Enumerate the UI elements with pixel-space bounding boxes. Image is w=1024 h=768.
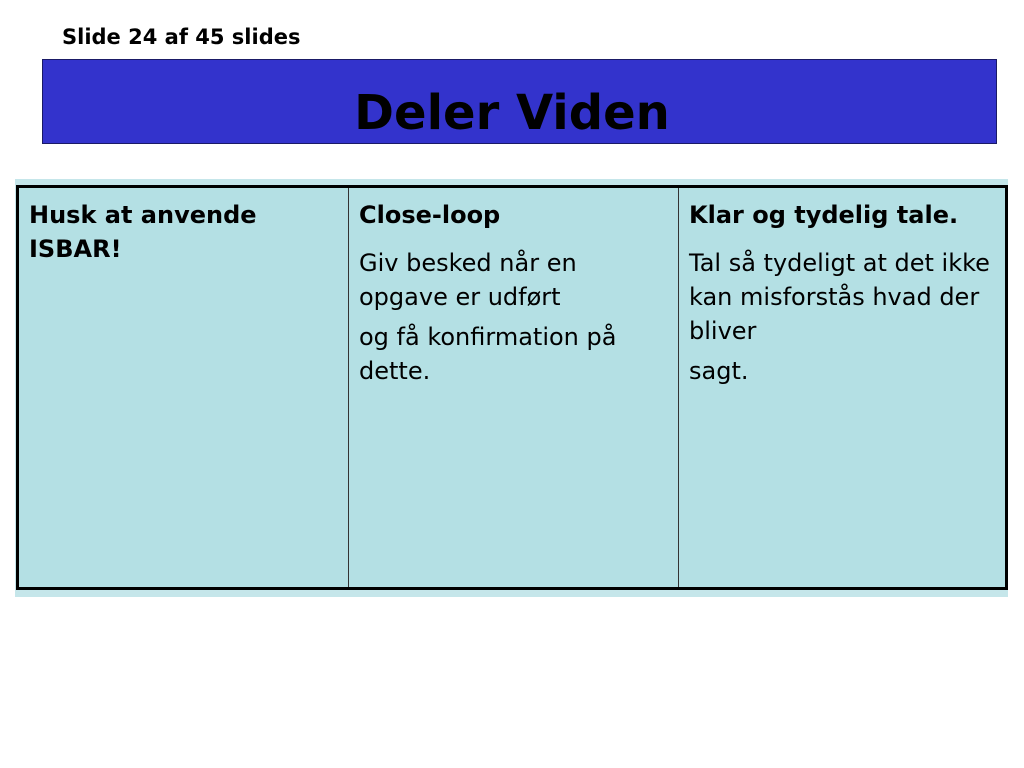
table-cell-isbar — [19, 188, 349, 587]
cell-heading: Klar og tydelig tale. — [689, 201, 959, 229]
cell-paragraph: sagt. — [689, 357, 749, 385]
cell-paragraph: Giv besked når en opgave er udført — [359, 249, 577, 311]
cell-heading: Close-loop — [359, 201, 501, 229]
spacer — [689, 232, 995, 246]
cell-paragraph: og få konfirmation på dette. — [359, 323, 617, 385]
slide-title: Deler Viden — [354, 85, 670, 141]
table-cell-close-loop — [349, 188, 679, 587]
cell-paragraph: Tal så tydeligt at det ikke kan misforstås hvad der bliver — [689, 249, 990, 345]
table-cell-clear-speech — [679, 188, 1005, 587]
content-table — [16, 185, 1008, 590]
cell-heading: Husk at anvende ISBAR! — [29, 201, 257, 263]
spacer — [359, 232, 668, 246]
slide-counter: Slide 24 af 45 slides — [62, 25, 301, 49]
